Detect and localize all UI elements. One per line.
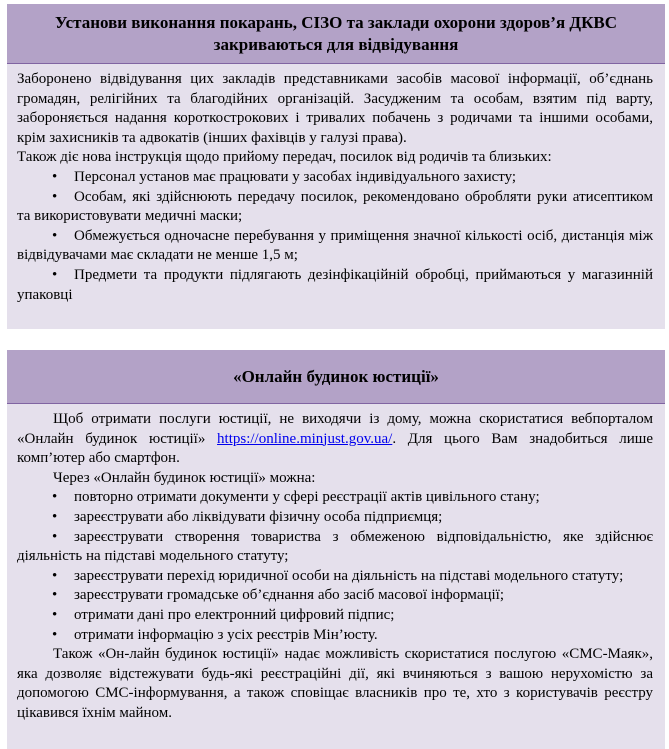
- section-prisons-body: [7, 64, 665, 329]
- list-item: • Обмежується одночасне перебування у приміщення значної кількості осіб, дистанція між відвідувачами має складати не менше 1,5 м;: [17, 227, 653, 264]
- sms-mayak-paragraph: Також «Он-лайн будинок юстиції» надає можливість скористатися послугою «СМС-Маяк», яка дозволяє відстежувати будь-які реєстраційні дії, які вчиняються з вашою нерухомістю за допомогою СМС-інформування, а також сповіщає власників про те, хто з користувачів реєстру цікавився їхнім майном.: [17, 646, 653, 721]
- section-online-justice-title: «Онлайн будинок юстиції»: [7, 350, 665, 404]
- list-item: • Персонал установ має працювати у засобах індивідуального захисту;: [17, 168, 653, 188]
- bullet-icon: •: [52, 528, 58, 545]
- list-item: • зареєструвати громадське об’єднання або засіб масової інформації;: [17, 586, 653, 606]
- bullet-icon: •: [52, 266, 58, 283]
- minjust-portal-link[interactable]: https://online.minjust.gov.ua/: [217, 430, 393, 447]
- section-online-justice: [7, 350, 665, 749]
- section-prisons-title: [7, 4, 665, 64]
- intro-paragraph: Щоб отримати послуги юстиції, не виходячи із дому, можна скористатися вебпорталом «Онлайн будинок юстиції» https://online.minjust.gov.ua/. Для цього Вам знадобиться лише комп’ютер або смартфон.: [17, 411, 653, 467]
- title-line-2: закриваються для відвідування: [213, 34, 459, 54]
- bullet-icon: •: [52, 508, 58, 525]
- title-line-1: Установи виконання покарань, СІЗО та заклади охорони здоров’я ДКВС: [54, 12, 618, 32]
- list-item: • зареєструвати створення товариства з обмеженою відповідальністю, яке здійснює діяльність на підставі модельного статуту;: [17, 528, 653, 565]
- list-item: • Особам, які здійснюють передачу посилок, рекомендовано обробляти руки атисептиком та використовувати медичні маски;: [17, 188, 653, 225]
- list-item: • повторно отримати документи у сфері реєстрації актів цивільного стану;: [17, 488, 653, 508]
- bullet-icon: •: [52, 168, 58, 185]
- bullet-icon: •: [52, 626, 58, 643]
- bullet-icon: •: [52, 606, 58, 623]
- services-intro: Через «Онлайн будинок юстиції» можна:: [53, 469, 316, 486]
- parcel-instruction-paragraph: Також діє нова інструкція щодо прийому передач, посилок від родичів та близьких:: [17, 149, 552, 166]
- list-item: • отримати дані про електронний цифровий підпис;: [17, 606, 653, 626]
- bullet-icon: •: [52, 489, 58, 506]
- bullet-icon: •: [52, 227, 58, 244]
- bullet-icon: •: [52, 188, 58, 205]
- list-item: • зареєструвати або ліквідувати фізичну особа підприємця;: [17, 508, 653, 528]
- visit-ban-paragraph: Заборонено відвідування цих закладів представниками засобів масової інформації, об’єднань громадян, релігійних та благодійних організацій. Засудженим та особам, взятим під варту, забороняється надання короткострокових і тривалих побачень з родичами та іншими особами, крім захисників та адвокатів (інших фахівців у галузі права).: [17, 71, 653, 146]
- list-item: • Предмети та продукти підлягають дезінфікаційній обробці, приймаються у магазинній упаковці: [17, 266, 653, 303]
- bullet-icon: •: [52, 587, 58, 604]
- section-online-justice-body: [7, 404, 665, 749]
- list-item: • отримати інформацію з усіх реєстрів Мін’юсту.: [17, 626, 653, 646]
- bullet-icon: •: [52, 567, 58, 584]
- list-item: • зареєструвати перехід юридичної особи на діяльність на підставі модельного статуту;: [17, 567, 653, 587]
- section-prisons: [7, 4, 665, 329]
